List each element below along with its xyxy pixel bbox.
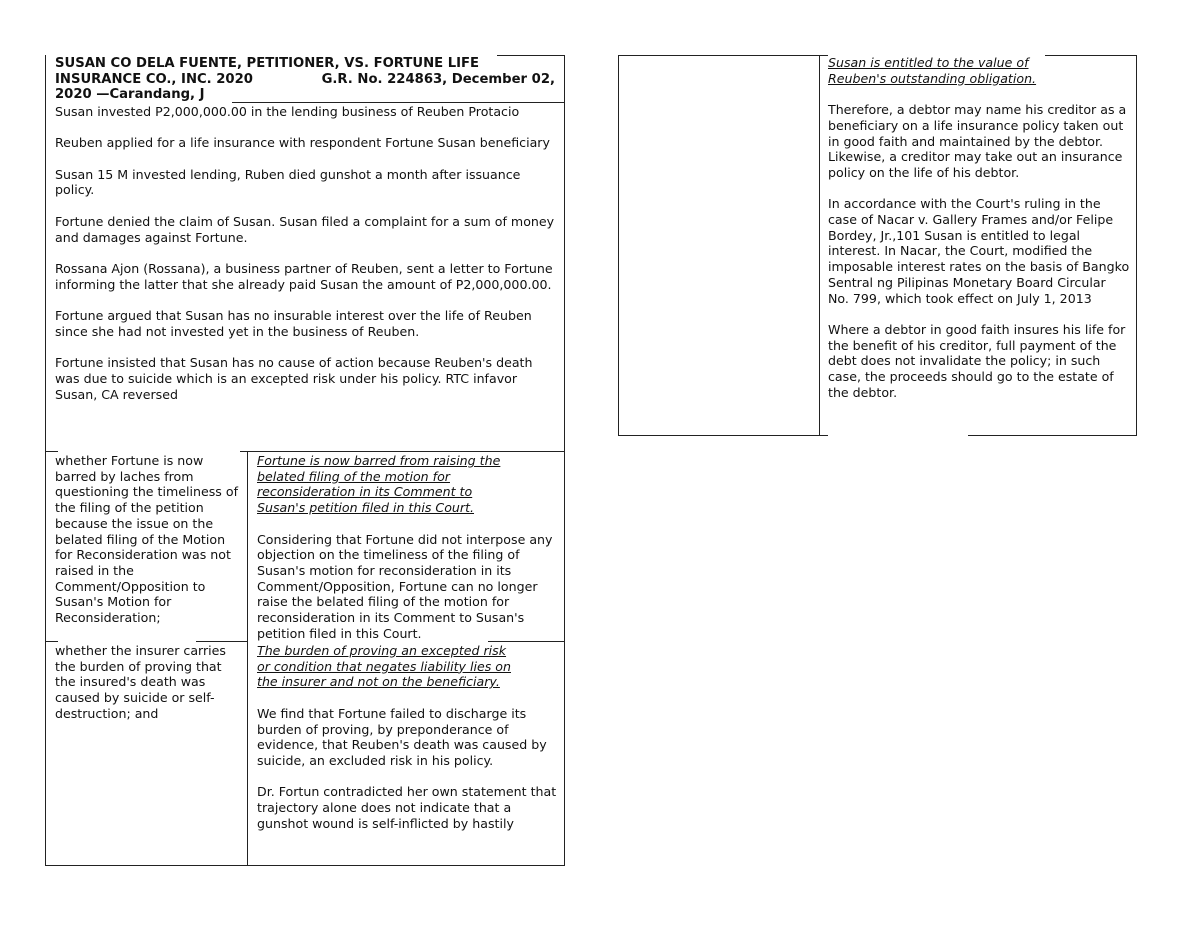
right-table-border-bottom-b [968,435,1137,436]
right-table-border-left [618,55,619,436]
right-table-column-divider [819,55,820,436]
issue2-discussion: Dr. Fortun contradicted her own statement that trajectory alone does not indicate that a gunshot wound is self-inflicted by hastily [257,784,557,831]
issue1-holding: Fortune is now barred from raising the belated filing of the motion for reconsideration in its Comment to Susan's petition filed in this Court. [257,453,501,516]
fact-paragraph: Susan 15 M invested lending, Ruben died gunshot a month after issuance policy. [55,166,521,198]
right-table-border-top-a [618,55,828,56]
issue-column-divider [247,452,248,866]
right-table-border-bottom-a [618,435,828,436]
facts-divider-b [240,451,565,452]
fact-paragraph: Fortune denied the claim of Susan. Susan filed a complaint for a sum of money and damages against Fortune. [55,213,555,245]
issue1-divider-a [45,641,58,642]
case-title [55,56,555,103]
right-paragraph: Where a debtor in good faith insures his life for the benefit of his creditor, full payment of the debt does not invalidate the policy; in such case, the proceeds should go to the estate of the debtor. [828,321,1126,400]
fact-paragraph: Reuben applied for a life insurance with respondent Fortune Susan beneficiary [55,135,550,151]
right-paragraph: In accordance with the Court's ruling in the case of Nacar v. Gallery Frames and/or Felipe Bordey, Jr.,101 Susan is entitled to legal interest. In Nacar, the Court, modified the imposable interest rates on the basis of Bangko Sentral ng Pilipinas Monetary Board Circular No. 799, which took effect on July 1, 2013 [828,196,1130,306]
facts-section [55,104,555,402]
case-title-line1: SUSAN CO DELA FUENTE, PETITIONER, VS. FORTUNE LIFE [55,56,480,71]
left-table-border-bottom [45,865,565,866]
issue2-holding: The burden of proving an excepted risk or condition that negates liability lies on the insurer and not on the beneficiary. [257,643,511,690]
fact-paragraph: Fortune insisted that Susan has no cause of action because Reuben's death was due to suicide which is an excepted risk under his policy. RTC infavor Susan, CA reversed [55,355,533,402]
right-table-border-right [1136,55,1137,436]
right-paragraph: Therefore, a debtor may name his creditor as a beneficiary on a life insurance policy taken out in good faith and maintained by the debtor. Likewise, a creditor may take out an insurance policy on the life of his debtor. [828,102,1127,180]
case-title-line3: 2020 —Carandang, J [55,87,205,103]
issue2-ruling [257,643,557,831]
issue1-question: whether Fortune is now barred by laches from questioning the timeliness of the filing of the petition because the issue on the belated filing of the Motion for Reconsideration was not raised in the Comment/Opposition to Susan's Motion for Reconsideration; [55,453,239,626]
left-table-border-right [564,55,565,866]
right-holding: Susan is entitled to the value of Reuben's outstanding obligation. [828,55,1037,86]
facts-divider-a [45,451,58,452]
issue2-question: whether the insurer carries the burden of proving that the insured's death was caused by suicide or self-destruction; and [55,643,226,721]
issue1-ruling [257,453,557,641]
case-title-line2 [55,72,555,88]
right-ruling-section [828,55,1130,400]
issue2-discussion: We find that Fortune failed to discharge its burden of proving, by preponderance of evidence, that Reuben's death was caused by suicide, an excluded risk in his policy. [257,705,547,768]
fact-paragraph: Fortune argued that Susan has no insurable interest over the life of Reuben since she had not invested yet in the business of Reuben. [55,308,532,339]
issue1-discussion: Considering that Fortune did not interpose any objection on the timeliness of the filing of Susan's motion for reconsideration in its Comment/Opposition, Fortune can no longer raise the belated filing of the motion for reconsideration in its Comment to Susan's petition filed in this Court. [257,531,553,641]
case-gr-number: G.R. No. 224863, December 02, [321,71,555,87]
fact-paragraph: Susan invested P2,000,000.00 in the lending business of Reuben Protacio [55,104,520,119]
issue1-divider-b [196,641,248,642]
case-title-company: INSURANCE CO., INC. 2020 [55,71,253,87]
left-table-border-left [45,55,46,866]
fact-paragraph: Rossana Ajon (Rossana), a business partner of Reuben, sent a letter to Fortune informing the latter that she already paid Susan the amount of P2,000,000.00. [55,260,553,292]
